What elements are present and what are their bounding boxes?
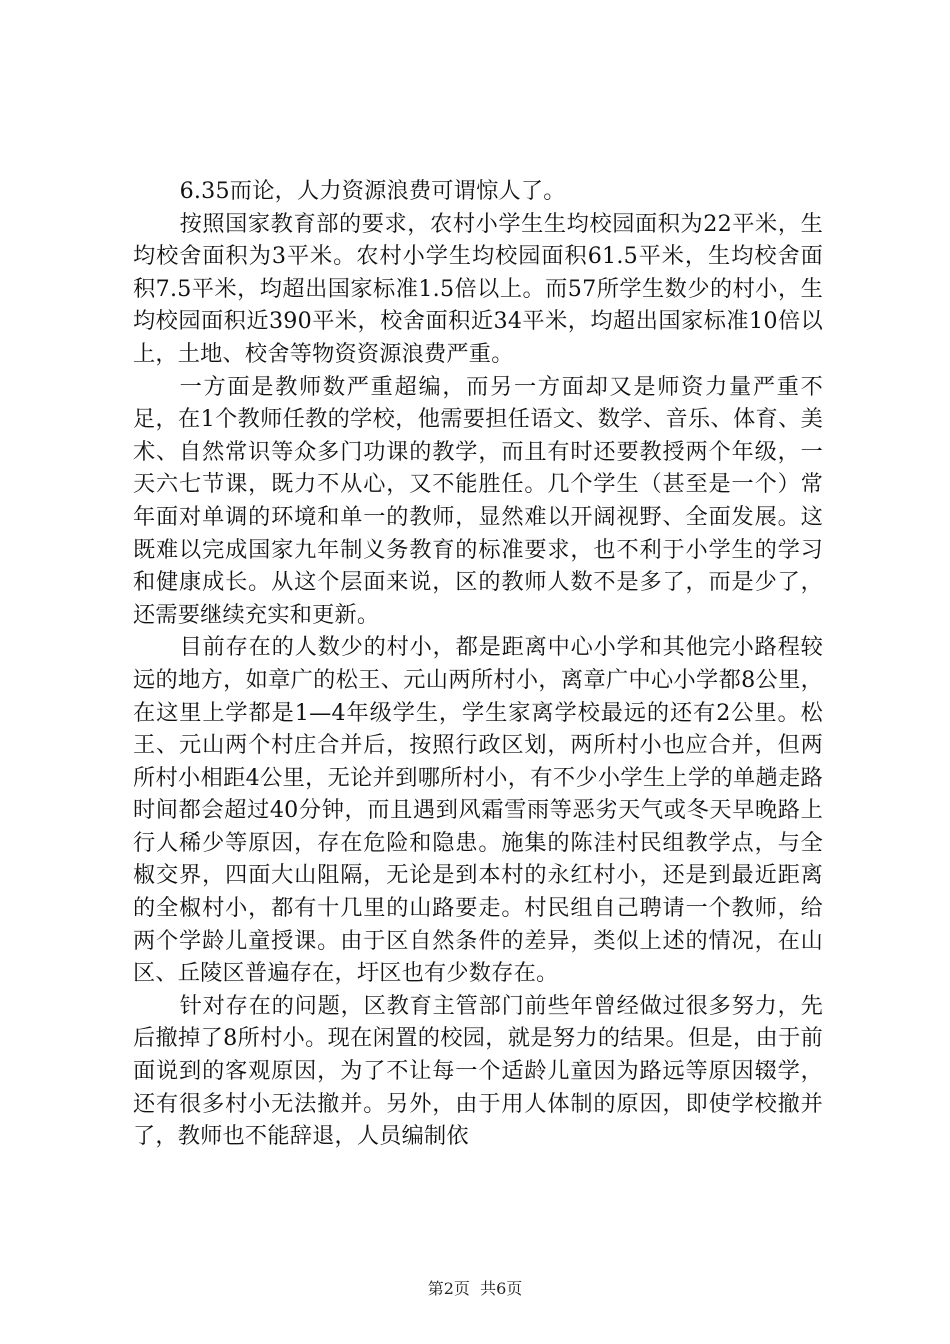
paragraph: 按照国家教育部的要求，农村小学生生均校园面积为22平米，生均校舍面积为3平米。农村小学生均校园面积61.5平米，生均校舍面积7.5平米，均超出国家标准1.5倍以上。而57所学生数少的村小，生均校园面积近390平米，校舍面积近34平米，均超出国家标准10倍以上，土地、校舍等物资资源浪费严重。: [133, 210, 823, 367]
paragraph: 针对存在的问题，区教育主管部门前些年曾经做过很多努力，先后撤掉了8所村小。现在闲置的校园，就是努力的结果。但是，由于前面说到的客观原因，为了不让每一个适龄儿童因为路远等原因辍学，还有很多村小无法撤并。另外，由于用人体制的原因，即使学校撤并了，教师也不能辞退，人员编制依: [133, 992, 823, 1150]
body-text: [133, 175, 823, 1153]
paragraph: 目前存在的人数少的村小，都是距离中心小学和其他完小路程较远的地方，如章广的松王、元山两所村小，离章广中心小学都8公里，在这里上学都是1—4年级学生，学生家离学校最远的还有2公里。松王、元山两个村庄合并后，按照行政区划，两所村小也应合并，但两所村小相距4公里，无论并到哪所村小，有不少小学生上学的单趟走路时间都会超过40分钟，而且遇到风霜雪雨等恶劣天气或冬天早晚路上行人稀少等原因，存在危险和隐患。施集的陈洼村民组教学点，与全椒交界，四面大山阻隔，无论是到本村的永红村小，还是到最近距离的全椒村小，都有十几里的山路要走。村民组自己聘请一个教师，给两个学龄儿童授课。由于区自然条件的差异，类似上述的情况，在山区、丘陵区普遍存在，圩区也有少数存在。: [133, 634, 823, 987]
paragraph: 6.35而论，人力资源浪费可谓惊人了。: [179, 178, 566, 204]
paragraph: 一方面是教师数严重超编，而另一方面却又是师资力量严重不足，在1个教师任教的学校，他需要担任语文、数学、音乐、体育、美术、自然常识等众多门功课的教学，而且有时还要教授两个年级，一天六七节课，既力不从心，又不能胜任。几个学生（甚至是一个）常年面对单调的环境和单一的教师，显然难以开阔视野、全面发展。这既难以完成国家九年制义务教育的标准要求，也不利于小学生的学习和健康成长。从这个层面来说，区的教师人数不是多了，而是少了，还需要继续充实和更新。: [133, 373, 823, 628]
page-number-footer: 第2页 共6页: [427, 1279, 523, 1298]
